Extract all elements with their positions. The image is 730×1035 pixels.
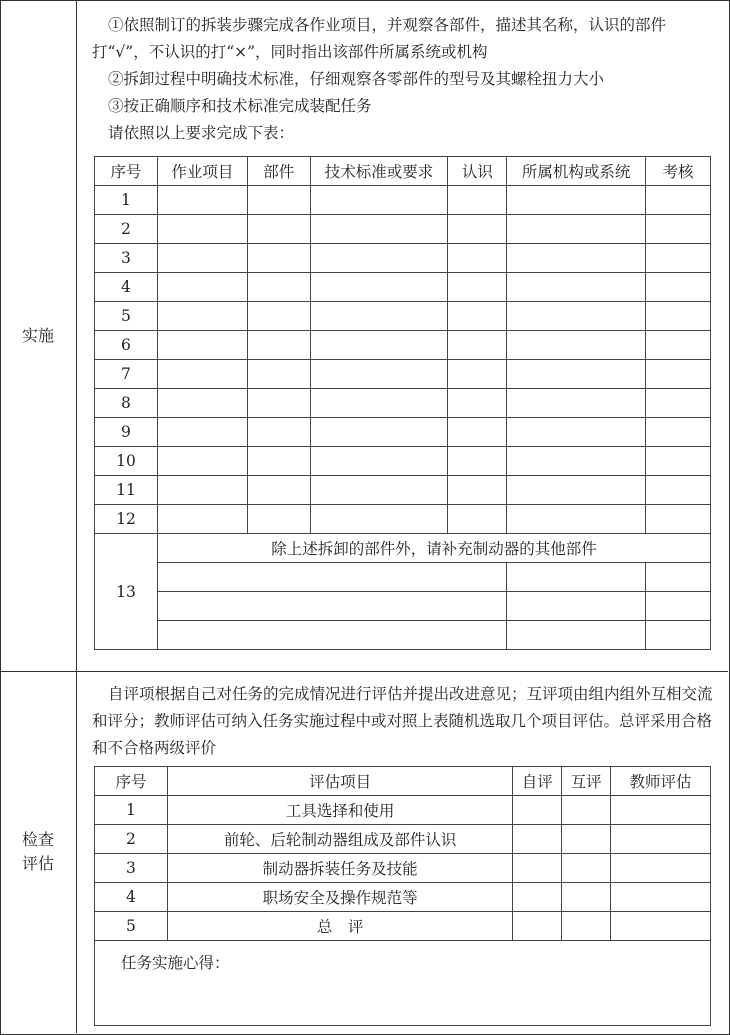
table-row — [95, 360, 711, 389]
cell[interactable] — [247, 418, 310, 447]
cell[interactable] — [157, 447, 247, 476]
cell[interactable] — [646, 331, 711, 360]
header-system: 所属机构或系统 — [507, 157, 646, 186]
cell[interactable] — [310, 186, 448, 215]
cell[interactable] — [157, 331, 247, 360]
eval-item: 前轮、后轮制动器组成及部件认识 — [167, 825, 512, 854]
cell[interactable] — [507, 273, 646, 302]
row-number: 7 — [95, 360, 158, 389]
cell[interactable] — [507, 563, 646, 592]
cell[interactable] — [310, 476, 448, 505]
row-number: 1 — [95, 186, 158, 215]
cell[interactable] — [646, 186, 711, 215]
cell[interactable] — [448, 360, 507, 389]
section-divider — [0, 671, 728, 672]
cell[interactable] — [448, 389, 507, 418]
cell[interactable] — [448, 302, 507, 331]
table-row — [95, 854, 711, 883]
cell[interactable] — [310, 331, 448, 360]
cell[interactable] — [646, 505, 711, 534]
cell[interactable] — [247, 505, 310, 534]
cell[interactable] — [247, 215, 310, 244]
table-row — [95, 912, 711, 941]
cell[interactable] — [646, 302, 711, 331]
cell[interactable] — [157, 186, 247, 215]
cell[interactable] — [646, 447, 711, 476]
table-row — [95, 505, 711, 534]
cell[interactable] — [247, 273, 310, 302]
evaluate-table — [94, 766, 711, 1026]
table-row — [95, 476, 711, 505]
cell[interactable] — [310, 273, 448, 302]
instruction-3: ③按正确顺序和技术标准完成装配任务 — [108, 97, 372, 115]
row-number: 11 — [95, 476, 158, 505]
cell[interactable] — [646, 389, 711, 418]
eval-item: 职场安全及操作规范等 — [167, 883, 512, 912]
cell[interactable] — [310, 360, 448, 389]
cell[interactable] — [448, 505, 507, 534]
reflection-row — [95, 941, 711, 1026]
cell[interactable] — [448, 476, 507, 505]
eval-item: 总 评 — [167, 912, 512, 941]
cell[interactable] — [157, 273, 247, 302]
row-number: 5 — [95, 302, 158, 331]
table-row — [95, 186, 711, 215]
cell[interactable] — [310, 302, 448, 331]
table-row — [95, 418, 711, 447]
cell[interactable] — [507, 186, 646, 215]
cell[interactable] — [448, 244, 507, 273]
cell[interactable] — [513, 883, 562, 912]
cell[interactable] — [646, 273, 711, 302]
row-number: 9 — [95, 418, 158, 447]
cell[interactable] — [507, 476, 646, 505]
table-row — [95, 796, 711, 825]
row-number: 6 — [95, 331, 158, 360]
cell[interactable] — [157, 592, 506, 621]
cell[interactable] — [646, 418, 711, 447]
cell[interactable] — [507, 302, 646, 331]
evaluate-intro — [92, 681, 722, 762]
cell[interactable] — [157, 360, 247, 389]
row-number: 2 — [95, 825, 168, 854]
implement-instructions — [92, 12, 722, 147]
evaluate-side-label — [0, 828, 76, 876]
cell[interactable] — [562, 912, 611, 941]
cell[interactable] — [611, 825, 711, 854]
cell[interactable] — [247, 447, 310, 476]
cell[interactable] — [611, 854, 711, 883]
header-peer: 互评 — [562, 767, 611, 796]
cell[interactable] — [562, 796, 611, 825]
extra-row — [95, 621, 711, 650]
row-number: 3 — [95, 244, 158, 273]
cell[interactable] — [646, 563, 711, 592]
cell[interactable] — [247, 244, 310, 273]
cell[interactable] — [247, 476, 310, 505]
cell[interactable] — [310, 505, 448, 534]
table-row — [95, 331, 711, 360]
extra-row-caption-row — [95, 534, 711, 563]
cell[interactable] — [646, 592, 711, 621]
extra-row — [95, 592, 711, 621]
cell[interactable] — [513, 854, 562, 883]
cell[interactable] — [157, 505, 247, 534]
row-number: 4 — [95, 273, 158, 302]
extra-row — [95, 563, 711, 592]
eval-item: 制动器拆装任务及技能 — [167, 854, 512, 883]
cell[interactable] — [611, 912, 711, 941]
row-number: 8 — [95, 389, 158, 418]
row-number: 13 — [95, 534, 158, 650]
row-number: 3 — [95, 854, 168, 883]
cell[interactable] — [611, 796, 711, 825]
cell[interactable] — [157, 563, 506, 592]
cell[interactable] — [562, 883, 611, 912]
cell[interactable] — [448, 447, 507, 476]
cell[interactable] — [513, 796, 562, 825]
evaluate-side-label-line2: 评估 — [21, 854, 54, 873]
cell[interactable] — [157, 621, 506, 650]
cell[interactable] — [646, 215, 711, 244]
evaluate-side-label-line1: 检查 — [21, 830, 54, 849]
cell[interactable] — [507, 215, 646, 244]
cell[interactable] — [646, 244, 711, 273]
cell[interactable] — [562, 825, 611, 854]
cell[interactable] — [310, 215, 448, 244]
cell[interactable] — [562, 854, 611, 883]
cell[interactable] — [507, 389, 646, 418]
cell[interactable] — [448, 186, 507, 215]
cell[interactable] — [157, 476, 247, 505]
instruction-1: ①依照制订的拆装步骤完成各作业项目，并观察各部件，描述其名称，认识的部件打“√”，不认识的打“×”，同时指出该部件所属系统或机构 — [92, 16, 667, 61]
cell[interactable] — [513, 912, 562, 941]
header-no: 序号 — [95, 767, 168, 796]
row-number: 1 — [95, 796, 168, 825]
cell[interactable] — [448, 331, 507, 360]
header-recognize: 认识 — [448, 157, 507, 186]
header-eval-item: 评估项目 — [167, 767, 512, 796]
header-work-item: 作业项目 — [157, 157, 247, 186]
row-number: 12 — [95, 505, 158, 534]
table-row — [95, 883, 711, 912]
table-row — [95, 244, 711, 273]
cell[interactable] — [310, 244, 448, 273]
cell[interactable] — [611, 883, 711, 912]
header-no: 序号 — [95, 157, 158, 186]
cell[interactable] — [310, 418, 448, 447]
cell[interactable] — [507, 360, 646, 389]
table-row — [95, 215, 711, 244]
header-standard: 技术标准或要求 — [310, 157, 448, 186]
cell[interactable] — [247, 331, 310, 360]
implement-table-header — [95, 157, 711, 186]
cell[interactable] — [507, 447, 646, 476]
table-row — [95, 273, 711, 302]
cell[interactable] — [310, 389, 448, 418]
cell[interactable] — [507, 331, 646, 360]
table-row — [95, 447, 711, 476]
cell[interactable] — [448, 418, 507, 447]
table-row — [95, 389, 711, 418]
row-number: 10 — [95, 447, 158, 476]
instruction-2: ②拆卸过程中明确技术标准，仔细观察各零部件的型号及其螺栓扭力大小 — [108, 70, 605, 88]
cell[interactable] — [448, 273, 507, 302]
cell[interactable] — [247, 389, 310, 418]
cell[interactable] — [507, 418, 646, 447]
cell[interactable] — [157, 302, 247, 331]
header-assessment: 考核 — [646, 157, 711, 186]
header-part: 部件 — [247, 157, 310, 186]
cell[interactable] — [247, 302, 310, 331]
cell[interactable] — [646, 476, 711, 505]
header-teacher: 教师评估 — [611, 767, 711, 796]
cell[interactable] — [507, 621, 646, 650]
evaluate-intro-text: 自评项根据自己对任务的完成情况进行评估并提出改进意见；互评项由组内组外互相交流和评分；教师评估可纳入任务实施过程中或对照上表随机选取几个项目评估。总评采用合格和不合格两级评价 — [92, 685, 713, 757]
cell[interactable] — [513, 825, 562, 854]
header-self: 自评 — [513, 767, 562, 796]
cell[interactable] — [507, 505, 646, 534]
cell[interactable] — [310, 447, 448, 476]
implement-side-label: 实施 — [21, 326, 54, 345]
cell[interactable] — [507, 592, 646, 621]
row-number: 2 — [95, 215, 158, 244]
reflection-label: 任务实施心得： — [121, 954, 230, 972]
implement-table — [94, 156, 711, 650]
reflection-cell[interactable] — [95, 941, 711, 1026]
table-row — [95, 825, 711, 854]
cell[interactable] — [646, 621, 711, 650]
cell[interactable] — [646, 360, 711, 389]
eval-item: 工具选择和使用 — [167, 796, 512, 825]
cell[interactable] — [157, 418, 247, 447]
table-row — [95, 302, 711, 331]
cell[interactable] — [247, 360, 310, 389]
evaluate-table-header — [95, 767, 711, 796]
extra-row-caption: 除上述拆卸的部件外，请补充制动器的其他部件 — [157, 534, 710, 563]
row-number: 4 — [95, 883, 168, 912]
cell[interactable] — [247, 186, 310, 215]
cell[interactable] — [157, 244, 247, 273]
column-divider — [76, 0, 77, 1033]
cell[interactable] — [507, 244, 646, 273]
row-number: 5 — [95, 912, 168, 941]
cell[interactable] — [157, 215, 247, 244]
cell[interactable] — [157, 389, 247, 418]
cell[interactable] — [448, 215, 507, 244]
instruction-4: 请依照以上要求完成下表： — [108, 124, 295, 142]
